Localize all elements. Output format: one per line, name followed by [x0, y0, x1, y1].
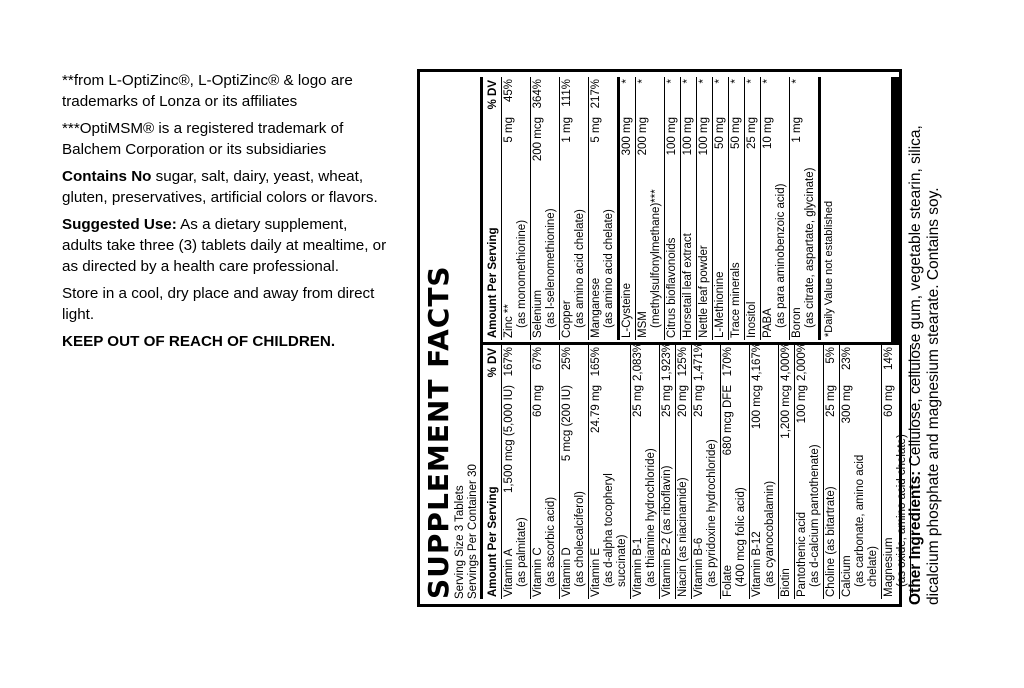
nutrient-name-cell	[682, 155, 695, 338]
other-ingredients-label: Other Ingredients:	[907, 470, 924, 605]
nutrient-row	[531, 77, 560, 340]
nutrient-name: Vitamin E	[590, 547, 602, 597]
nutrient-amount: 100 mcg	[751, 385, 763, 430]
nutrient-name: Vitamin B-2 (as riboflavin)	[661, 465, 673, 597]
label-side-text	[62, 70, 392, 358]
nutrient-dv: *	[682, 79, 694, 84]
nutrient-dv: 23%	[841, 347, 853, 371]
nutrient-name: PABA	[762, 308, 774, 338]
nutrient-row	[692, 341, 721, 599]
nutrient-source: (methylsulfonylmethane)***	[650, 189, 662, 328]
nutrient-dv: *	[762, 79, 774, 84]
column-header	[483, 345, 502, 599]
nutrient-name: Horsetail leaf extract	[682, 233, 694, 338]
nutrient-row	[665, 77, 681, 340]
nutrient-row	[729, 77, 745, 340]
nutrient-row	[631, 341, 660, 599]
nutrient-name-cell	[693, 417, 719, 597]
nutrient-source: (as carbonate, amino acid chelate)	[854, 454, 879, 587]
nutrient-dv: 5%	[825, 347, 837, 364]
nutrient-source: (as monomethionine)	[516, 219, 528, 328]
dv-header: % DV	[487, 80, 499, 110]
nutrient-name-cell	[621, 155, 634, 338]
nutrient-source: (as oxide, amino acid chelate)	[896, 434, 908, 587]
column-header	[483, 77, 502, 340]
contains-no-text: sugar, salt, dairy, yeast, wheat, gluten, preservatives, artificial colors or flavors.	[62, 168, 378, 206]
nutrient-row	[761, 77, 790, 340]
nutrient-source: (as citrate, aspartate, glycinate)	[804, 167, 816, 328]
nutrient-dv: 4,000%	[780, 341, 792, 381]
nutrient-amount: 5 mcg (200 IU)	[561, 385, 573, 462]
nutrient-amount: 100 mg	[796, 385, 808, 424]
nutrient-amount: 680 mcg DFE	[722, 385, 734, 456]
nutrient-amount: 25 mg	[693, 385, 705, 417]
nutrient-amount: 60 mg	[883, 385, 895, 417]
nutrient-amount: 20 mg	[677, 385, 689, 417]
nutrient-dv: *	[714, 79, 726, 84]
serving-size: Serving Size 3 Tablets	[454, 485, 466, 599]
nutrient-dv: 125%	[677, 347, 689, 377]
nutrient-name-cell	[791, 143, 817, 338]
nutrient-name-cell	[762, 149, 788, 338]
nutrient-row	[636, 77, 665, 340]
nutrient-rows-left	[502, 341, 911, 599]
nutrient-name-cell	[730, 149, 743, 338]
nutrient-name-cell	[677, 417, 690, 597]
nutrient-dv: 170%	[722, 347, 734, 377]
nutrient-source: (as palmitate)	[516, 517, 528, 587]
nutrient-dv: 67%	[532, 347, 544, 371]
daily-value-note: *Daily Value not established	[823, 200, 835, 337]
nutrient-name: Niacin (as niacinamide)	[677, 477, 689, 597]
nutrient-name-cell	[666, 155, 679, 338]
nutrient-name-cell	[632, 417, 658, 597]
supplement-facts-panel	[417, 69, 945, 607]
nutrient-source: (as cholecalciferol)	[574, 491, 586, 587]
nutrient-name-cell	[698, 155, 711, 338]
nutrient-dv: 217%	[590, 79, 602, 109]
nutrient-source: (as d-calcium pantothenate)	[809, 444, 821, 587]
nutrient-name-cell	[746, 149, 759, 338]
nutrient-name: Boron	[791, 307, 803, 338]
nutrient-dv: 1,471%	[693, 341, 705, 381]
nutrient-amount: 100 mg	[698, 117, 710, 156]
nutrient-row	[745, 77, 761, 340]
nutrient-name: Calcium	[841, 555, 853, 597]
nutrient-row	[560, 77, 589, 340]
nutrient-name: Vitamin C	[532, 547, 544, 597]
nutrient-name-cell	[532, 417, 558, 597]
dv-header: % DV	[487, 348, 499, 378]
nutrient-name-cell	[883, 417, 909, 597]
nutrient-dv: *	[730, 79, 742, 84]
nutrient-name: Selenium	[532, 290, 544, 338]
nutrient-name-cell	[661, 417, 674, 597]
nutrient-name: Biotin	[780, 568, 792, 597]
nutrient-name-cell	[825, 417, 838, 597]
trademark-note-optimsm: ***OptiMSM® is a registered trademark of Balchem Corporation or its subsidiaries	[62, 120, 344, 158]
nutrient-name: Vitamin B-6	[693, 537, 705, 597]
nutrient-amount: 100 mg	[666, 117, 678, 156]
nutrient-dv: *	[666, 79, 678, 84]
nutrient-source: (400 mcg folic acid)	[735, 487, 747, 587]
nutrient-name: Folate	[722, 565, 734, 597]
nutrient-row	[697, 77, 713, 340]
nutrient-amount: 25 mg	[632, 385, 644, 417]
storage-instructions: Store in a cool, dry place and away from direct light.	[62, 285, 375, 323]
nutrient-name: Trace minerals	[730, 262, 742, 338]
nutrient-name: Manganese	[590, 277, 602, 338]
nutrient-name-cell	[780, 439, 793, 597]
nutrient-row	[676, 345, 692, 599]
nutrient-source: (as amino acid chelate)	[603, 209, 615, 328]
other-ingredients-text: Cellulose, cellulose gum, vegetable stearin, silica, dicalcium phosphate and magnesium stearate. Contains soy.	[907, 125, 942, 605]
nutrient-name: Zinc **	[503, 304, 515, 338]
nutrient-dv: 2,083%	[632, 341, 644, 381]
facts-column-left	[483, 341, 908, 599]
bottom-rule	[891, 77, 899, 342]
nutrient-row	[560, 345, 589, 599]
nutrient-source: (as cyanocobalamin)	[764, 480, 776, 587]
nutrient-dv: 2,000%	[796, 341, 808, 381]
nutrient-row	[531, 345, 560, 599]
nutrient-name-cell	[751, 429, 777, 597]
nutrient-name: Vitamin B-12	[751, 531, 763, 597]
nutrient-name: Citrus bioflavonoids	[666, 237, 678, 338]
nutrient-name-cell	[503, 143, 529, 338]
nutrient-row	[713, 77, 729, 340]
nutrient-source: (as l-selenomethionine)	[545, 208, 557, 328]
nutrient-name-cell	[561, 143, 587, 338]
nutrient-source: (as thiamine hydrochloride)	[645, 448, 657, 587]
nutrient-row	[589, 345, 631, 599]
amount-header: Amount Per Serving	[487, 227, 499, 338]
nutrient-name: Vitamin A	[503, 548, 515, 597]
suggested-use-text: As a dietary supplement, adults take three (3) tablets daily at mealtime, or as directed by a health care professional.	[62, 216, 387, 275]
nutrient-dv: *	[746, 79, 758, 84]
nutrient-amount: 100 mg	[682, 117, 694, 156]
nutrient-dv: *	[791, 79, 803, 84]
nutrient-amount: 24.79 mg	[590, 385, 602, 433]
nutrient-name-cell	[796, 423, 822, 597]
nutrient-dv: 4,167%	[751, 341, 763, 381]
nutrient-row	[589, 77, 620, 340]
facts-table	[480, 77, 908, 599]
nutrient-amount: 1,200 mcg	[780, 385, 792, 439]
nutrient-amount: 1,500 mcg (5,000 IU)	[503, 385, 515, 494]
nutrient-row	[502, 77, 531, 340]
nutrient-amount: 5 mg	[503, 117, 515, 143]
nutrient-dv: 364%	[532, 79, 544, 109]
nutrient-amount: 25 mg	[746, 117, 758, 149]
nutrient-dv: 165%	[590, 347, 602, 377]
nutrient-rows-right	[502, 77, 821, 340]
nutrient-amount: 200 mcg	[532, 117, 544, 162]
nutrient-name: Choline (as bitartrate)	[825, 486, 837, 597]
nutrient-row	[750, 341, 779, 599]
nutrient-name-cell	[841, 423, 880, 597]
nutrient-amount: 300 mg	[841, 385, 853, 424]
nutrient-name: L-Methionine	[714, 271, 726, 338]
nutrient-name-cell	[532, 161, 558, 338]
nutrient-name: Pantothenic acid	[796, 511, 808, 597]
nutrient-source: (as para aminobenzoic acid)	[775, 183, 787, 328]
nutrient-amount: 300 mg	[621, 117, 633, 156]
suggested-use-statement	[62, 214, 392, 277]
nutrient-name: Vitamin B-1	[632, 537, 644, 597]
contains-no-statement	[62, 166, 392, 208]
nutrient-row	[660, 341, 676, 599]
nutrient-name: Magnesium	[883, 537, 895, 597]
nutrient-source: (as pyridoxine hydrochloride)	[706, 439, 718, 587]
nutrient-amount: 1 mg	[791, 117, 803, 143]
nutrient-name-cell	[714, 149, 727, 338]
facts-column-right	[483, 77, 899, 342]
contains-no-label: Contains No	[62, 168, 152, 185]
nutrient-row	[790, 77, 821, 340]
nutrient-source: (as d-alpha tocopheryl succinate)	[603, 473, 628, 587]
nutrient-row	[795, 341, 824, 599]
nutrient-amount: 25 mg	[661, 385, 673, 417]
nutrient-dv: 1,923%	[661, 341, 673, 381]
nutrient-amount: 60 mg	[532, 385, 544, 417]
nutrient-name: MSM	[637, 311, 649, 338]
supplement-facts-box	[417, 69, 908, 607]
nutrient-row	[779, 341, 795, 599]
nutrient-row	[502, 345, 531, 599]
nutrient-dv: 111%	[561, 79, 573, 107]
nutrient-name-cell	[590, 143, 616, 338]
servings-per-container: Servings Per Container 30	[467, 464, 479, 599]
other-ingredients	[907, 71, 943, 605]
nutrient-row	[721, 345, 750, 599]
nutrient-source: (as amino acid chelate)	[574, 209, 586, 328]
nutrient-name-cell	[503, 493, 529, 597]
nutrient-amount: 5 mg	[590, 117, 602, 143]
nutrient-dv: 45%	[503, 79, 515, 103]
nutrient-dv: 14%	[883, 347, 895, 371]
nutrient-name-cell	[637, 155, 663, 338]
nutrient-name: L-Cysteine	[621, 283, 633, 338]
nutrient-name: Copper	[561, 300, 573, 338]
nutrient-name-cell	[590, 433, 629, 597]
nutrient-dv: *	[637, 79, 649, 84]
nutrient-name: Inositol	[746, 301, 758, 338]
nutrient-amount: 50 mg	[714, 117, 726, 149]
nutrient-name: Vitamin D	[561, 547, 573, 597]
nutrient-dv: *	[621, 79, 633, 84]
nutrient-dv: 167%	[503, 347, 515, 377]
facts-title: SUPPLEMENT FACTS	[422, 265, 455, 599]
nutrient-dv: *	[698, 79, 710, 84]
amount-header: Amount Per Serving	[487, 486, 499, 597]
nutrient-row	[824, 345, 840, 599]
nutrient-dv: 25%	[561, 347, 573, 371]
trademark-note-optizinc: **from L-OptiZinc®, L-OptiZinc® & logo are trademarks of Lonza or its affiliates	[62, 72, 353, 110]
suggested-use-label: Suggested Use:	[62, 216, 177, 233]
nutrient-amount: 25 mg	[825, 385, 837, 417]
nutrient-name: Nettle leaf powder	[698, 245, 710, 338]
nutrient-name-cell	[561, 461, 587, 597]
nutrient-source: (as ascorbic acid)	[545, 496, 557, 587]
nutrient-amount: 10 mg	[762, 117, 774, 149]
nutrient-row	[840, 345, 882, 599]
child-warning: KEEP OUT OF REACH OF CHILDREN.	[62, 333, 336, 350]
nutrient-amount: 50 mg	[730, 117, 742, 149]
nutrient-amount: 200 mg	[637, 117, 649, 156]
nutrient-row	[620, 77, 636, 340]
nutrient-row	[681, 77, 697, 340]
nutrient-name-cell	[722, 455, 748, 597]
nutrient-amount: 1 mg	[561, 117, 573, 143]
